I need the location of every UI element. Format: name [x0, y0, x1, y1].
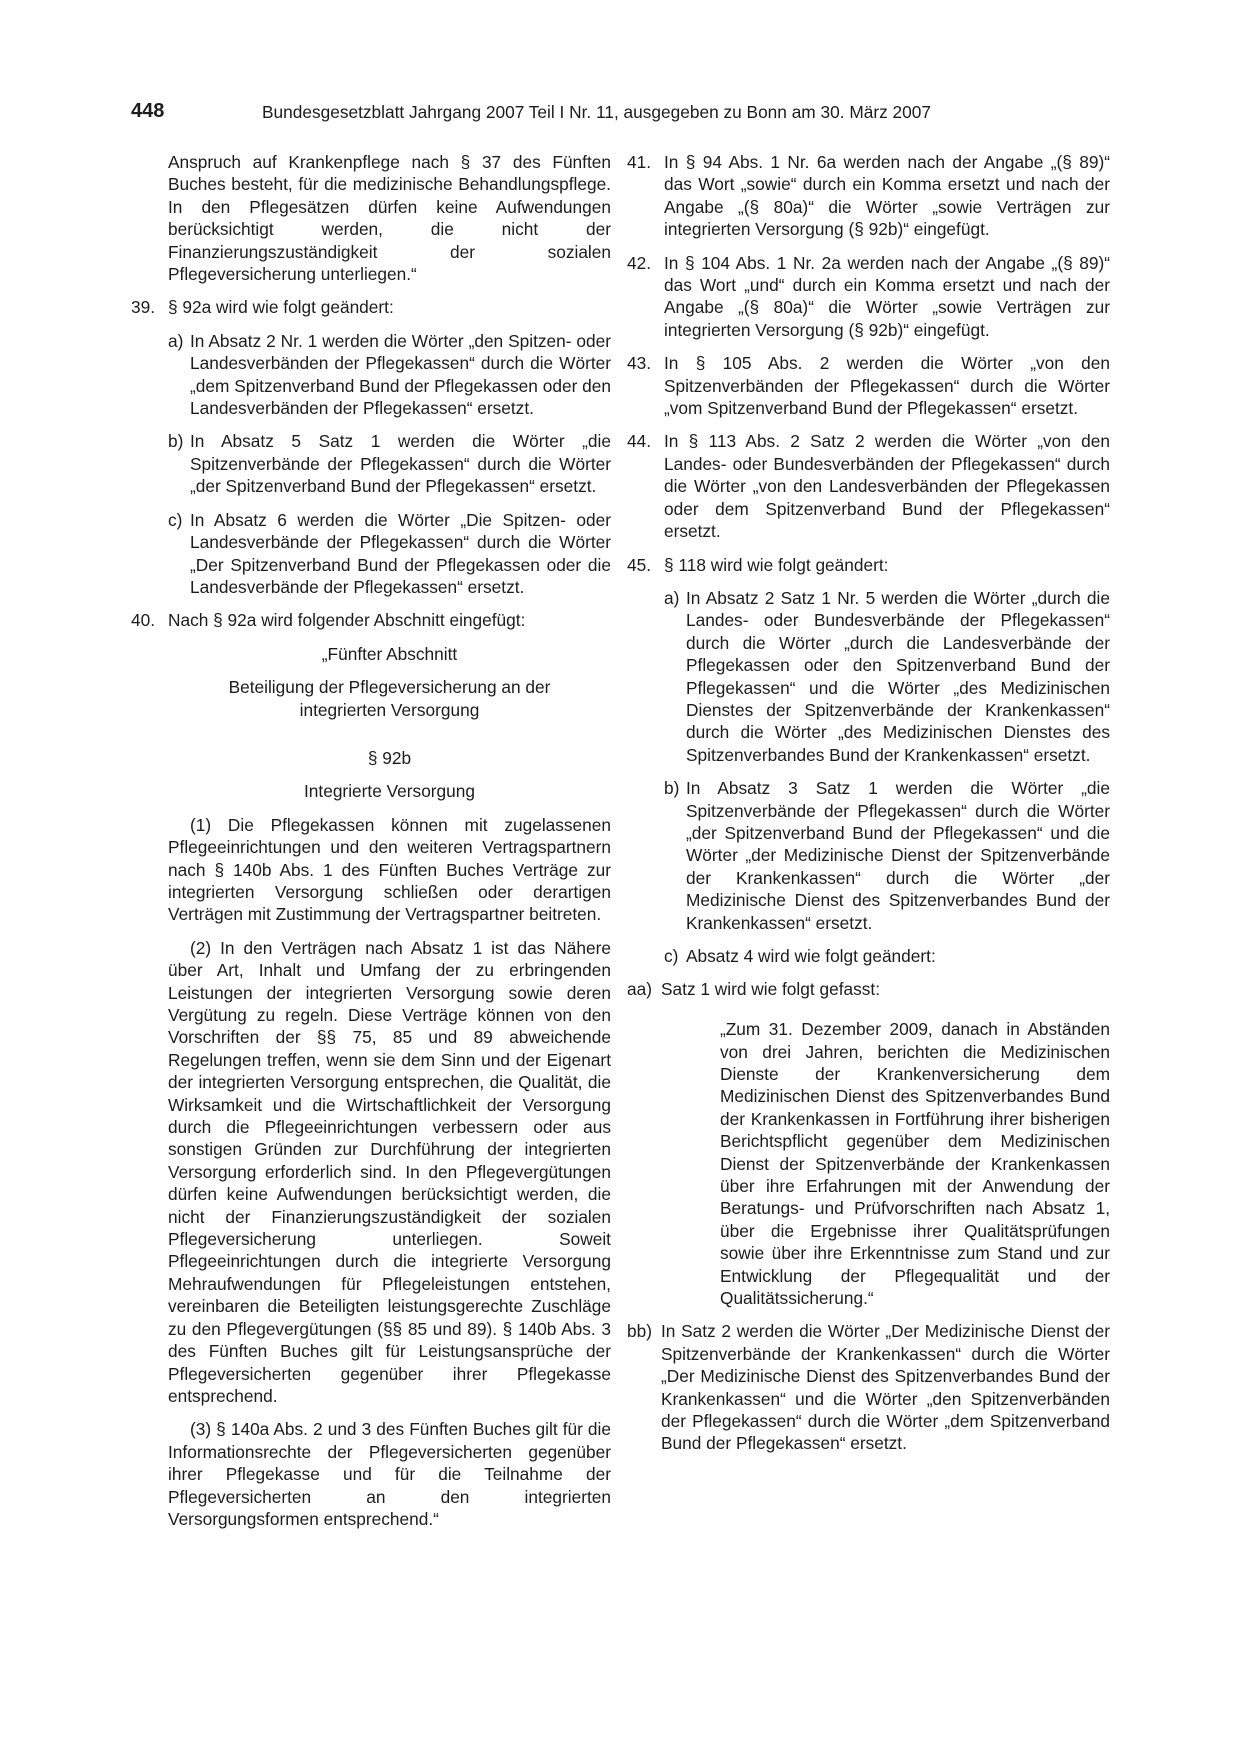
left-column	[131, 151, 611, 1541]
item-number: 42.	[627, 252, 652, 273]
sub-sub-item-bb	[627, 1320, 1110, 1454]
sub-sub-item-label: bb)	[627, 1321, 652, 1342]
page-number: 448	[131, 100, 165, 122]
sub-sub-item-text: In Satz 2 werden die Wörter „Der Medizinische Dienst der Spitzenverbände der Krankenkassen“ durch die Wörter „Der Medizinische Dienst des Spitzenverbandes Bund der Krankenkassen“ und die Wörter „den Spitzenverbänden der Pflegekassen“ durch die Wörter „dem Spitzenverband Bund der Pflegekassen“ ersetzt.	[661, 1321, 1110, 1454]
section-title: Beteiligung der Pflegeversicherung an der integrierten Versorgung	[228, 677, 551, 720]
item-text: § 118 wird wie folgt geändert:	[664, 554, 889, 575]
sub-item-label: a)	[168, 330, 184, 351]
item-43	[627, 352, 1110, 419]
item-number: 41.	[627, 152, 652, 172]
item-39	[131, 296, 611, 318]
sub-item-a	[664, 587, 1110, 766]
sub-item-label: b)	[664, 778, 680, 799]
sub-sub-item-aa	[627, 978, 1110, 1000]
item-number: 44.	[627, 431, 652, 452]
sub-item-label: c)	[168, 509, 183, 530]
sub-item-text: In Absatz 5 Satz 1 werden die Wörter „die Spitzenverbände der Pflegekassen“ durch die Wörter „der Spitzenverband Bund der Pflegekassen“ ersetzt.	[190, 431, 611, 497]
quoted-text: „Zum 31. Dezember 2009, danach in Abständen von drei Jahren, berichten die Medizinischen Dienste der Krankenversicherung dem Medizinischen Dienst des Spitzenverbandes Bund der Krankenkassen in Fortführung ihrer bisherigen Berichtspflicht gegenüber dem Medizinischen Dienst der Spitzenverbände der Krankenkassen über ihre Erfahrungen mit der Anwendung der Beratungs- und Prüfvorschriften nach Absatz 1, über die Ergebnisse ihrer Qualitätsprüfungen sowie über ihre Erkenntnisse zum Stand und zur Entwicklung der Pflegequalität und der Qualitätssicherung.“	[720, 1019, 1110, 1308]
sub-item-text: In Absatz 3 Satz 1 werden die Wörter „die Spitzenverbände der Pflegekassen“ durch die Wörter „der Spitzenverband Bund der Pflegekassen“ und die Wörter „der Medizinische Dienst der Spitzenverbände der Krankenkassen“ durch die Wörter „der Medizinische Dienst des Spitzenverbandes Bund der Krankenkassen“ ersetzt.	[686, 778, 1110, 933]
sub-item-a	[168, 330, 611, 420]
sub-item-label: b)	[168, 431, 184, 452]
item-42	[627, 252, 1110, 342]
continuation-text: Anspruch auf Krankenpflege nach § 37 des Fünften Buches besteht, für die medizinische Behandlungspflege. In den Pflegesätzen dürfen keine Aufwendungen berücksichtigt werden, die nicht der Finanzierungszuständigkeit der sozialen Pflegeversicherung unterliegen.“	[168, 152, 611, 285]
sub-item-label: c)	[664, 946, 679, 966]
item-40	[131, 609, 611, 631]
item-41	[627, 151, 1110, 241]
item-text: In § 113 Abs. 2 Satz 2 werden die Wörter „von den Landes- oder Bundesverbänden der Pflegekassen“ durch die Wörter „von den Landesverbänden der Pflegekassen oder dem Spitzenverband Bund der Pflegekassen“ ersetzt.	[664, 431, 1110, 542]
sub-sub-item-label: aa)	[627, 979, 652, 1000]
sub-sub-item-text: Satz 1 wird wie folgt gefasst:	[661, 979, 880, 1000]
item-text: In § 105 Abs. 2 werden die Wörter „von den Spitzenverbänden der Pflegekassen“ durch die Wörter „vom Spitzenverband Bund der Pflegekassen“ ersetzt.	[664, 353, 1110, 419]
item-44	[627, 430, 1110, 542]
paragraph-2: (2) In den Verträgen nach Absatz 1 ist das Nähere über Art, Inhalt und Umfang der zu erbringenden Leistungen der integrierten Versorgung sowie deren Vergütung zu regeln. Diese Verträge können von den Vorschriften der §§ 75, 85 und 89 abweichende Regelungen treffen, wenn sie dem Sinn und der Eigenart der integrierten Versorgung entsprechen, die Qualität, die Wirksamkeit und die Wirtschaftlichkeit der Versorgung durch die Pflegeeinrichtungen verbessern oder aus sonstigen Gründen zur Durchführung der integrierten Versorgung erforderlich sind. In den Pflegevergütungen dürfen keine Aufwendungen berücksichtigt werden, die nicht der Finanzierungszuständigkeit der sozialen Pflegeversicherung unterliegen. Soweit Pflegeeinrichtungen durch die integrierte Versorgung Mehraufwendungen für Pflegeleistungen entstehen, vereinbaren die Beteiligten leistungsgerechte Zuschläge zu den Pflegevergütungen (§§ 85 und 89). § 140b Abs. 3 des Fünften Buches gilt für Leistungsansprüche der Pflegeversicherten gegenüber ihrer Pflegekasse entsprechend.	[168, 937, 611, 1406]
sub-item-text: In Absatz 6 werden die Wörter „Die Spitzen- oder Landesverbände der Pflegekassen“ durch die Wörter „Der Spitzenverband Bund der Pflegekassen oder die Landesverbände der Pflegekassen“ ersetzt.	[190, 509, 611, 597]
section-heading: „Fünfter Abschnitt	[321, 643, 458, 664]
item-text: In § 104 Abs. 1 Nr. 2a werden nach der Angabe „(§ 89)“ das Wort „und“ durch ein Komma ersetzt und nach der Angabe „(§ 80a)“ die Wörter „sowie Verträgen zur integrierten Versorgung (§ 92b)“ eingefügt.	[664, 252, 1110, 340]
item-text: Nach § 92a wird folgender Abschnitt eingefügt:	[168, 610, 526, 631]
item-45	[627, 554, 1110, 576]
sub-item-text: In Absatz 2 Nr. 1 werden die Wörter „den Spitzen- oder Landesverbänden der Pflegekassen“ durch die Wörter „dem Spitzenverband Bund der Pflegekassen oder den Landesverbänden der Pflegekassen“ ersetzt.	[190, 330, 611, 419]
paragraph-1: (1) Die Pflegekassen können mit zugelassenen Pflegeeinrichtungen und den weiteren Vertragspartnern nach § 140b Abs. 1 des Fünften Buches Verträge zur integrierten Versorgung schließen oder derartigen Verträgen mit Zustimmung der Vertragspartner beitreten.	[168, 814, 611, 925]
item-number: 43.	[627, 353, 652, 374]
item-text: In § 94 Abs. 1 Nr. 6a werden nach der Angabe „(§ 89)“ das Wort „sowie“ durch ein Komma ersetzt und nach der Angabe „(§ 80a)“ die Wörter „sowie Verträgen zur integrierten Versorgung (§ 92b)“ eingefügt.	[664, 152, 1110, 240]
sub-item-b	[664, 777, 1110, 934]
item-number: 45.	[627, 554, 652, 575]
paragraph-title: Integrierte Versorgung	[304, 781, 475, 802]
sub-item-c	[168, 509, 611, 599]
paragraph-number: § 92b	[367, 747, 412, 768]
item-text: § 92a wird wie folgt geändert:	[168, 297, 394, 318]
sub-item-c	[664, 945, 1110, 967]
right-column	[627, 151, 1110, 1466]
item-number: 40.	[131, 610, 156, 631]
inserted-section	[168, 643, 611, 1531]
sub-item-label: a)	[664, 587, 680, 608]
paragraph-3: (3) § 140a Abs. 2 und 3 des Fünften Buches gilt für die Informationsrechte der Pflegeversicherten gegenüber ihrer Pflegekasse und für die Teilnahme der Pflegeversicherten an den integrierten Versorgungsformen entsprechend.“	[168, 1419, 611, 1529]
running-header: Bundesgesetzblatt Jahrgang 2007 Teil I Nr. 11, ausgegeben zu Bonn am 30. März 2007	[262, 102, 931, 122]
item-number: 39.	[131, 297, 156, 318]
sub-item-text: In Absatz 2 Satz 1 Nr. 5 werden die Wörter „durch die Landes- oder Bundesverbände der Pflegekassen“ durch die Wörter „durch die Landesverbände der Pflegekassen oder den Spitzenverband Bund der Pflegekassen“ und die Wörter „des Medizinischen Dienstes der Spitzenverbände der Krankenkassen“ durch die Wörter „des Medizinischen Dienstes des Spitzenverbandes Bund der Krankenkassen“ ersetzt.	[686, 587, 1110, 765]
sub-item-text: Absatz 4 wird wie folgt geändert:	[686, 946, 936, 966]
sub-item-b	[168, 430, 611, 497]
